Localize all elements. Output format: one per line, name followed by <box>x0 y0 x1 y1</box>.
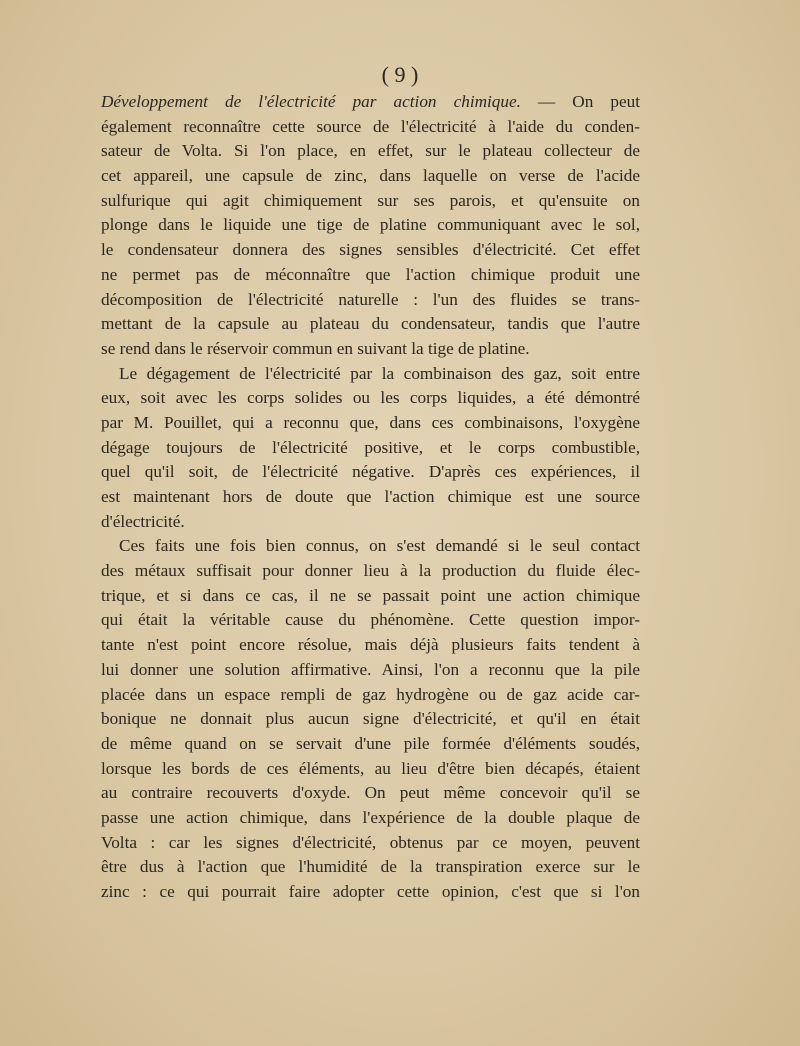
text-line: passe une action chimique, dans l'expérience de la double plaque de <box>101 807 640 827</box>
page-number: ( 9 ) <box>381 62 419 87</box>
text-line: cet appareil, une capsule de zinc, dans laquelle on verse de l'acide <box>101 166 640 186</box>
section-heading-title: Développement de l'électricité par action chimique. <box>101 92 521 111</box>
text-line: se rend dans le réservoir commun en suivant la tige de platine. <box>101 338 530 358</box>
text-line: zinc : ce qui pourrait faire adopter cette opinion, c'est que si l'on <box>101 882 640 901</box>
text-line: eux, soit avec les corps solides ou les corps liquides, a été démontré <box>101 388 640 408</box>
text-line: au contraire recouverts d'oxyde. On peut même concevoir qu'il se <box>101 783 640 803</box>
text-line: tante n'est point encore résolue, mais déjà plusieurs faits tendent à <box>101 635 640 655</box>
text-line: lorsque les bords de ces éléments, au lieu d'être bien décapés, étaient <box>101 758 640 778</box>
text-line: d'électricité. <box>101 511 185 531</box>
text-line: ne permet pas de méconnaître que l'action chimique produit une <box>101 264 640 284</box>
text-line: le condensateur donnera des signes sensibles d'électricité. Cet effet <box>101 240 640 260</box>
text-line: mettant de la capsule au plateau du condensateur, tandis que l'autre <box>101 314 640 334</box>
body-text <box>101 90 640 905</box>
text-line: de même quand on se servait d'une pile formée d'éléments soudés, <box>101 733 640 753</box>
text-line: bonique ne donnait plus aucun signe d'électricité, et qu'il en était <box>101 709 640 729</box>
text-lines <box>101 115 640 905</box>
section-heading-line <box>101 90 640 115</box>
text-line: également reconnaître cette source de l'électricité à l'aide du conden- <box>101 116 640 136</box>
text-line: des métaux suffisait pour donner lieu à la production du fluide élec- <box>101 561 640 581</box>
text-line: qui était la véritable cause du phénomène. Cette question impor- <box>101 610 640 630</box>
section-heading-rest: — On peut <box>520 92 640 111</box>
text-line: dégage toujours de l'électricité positive, et le corps combustible, <box>101 437 640 457</box>
text-line: est maintenant hors de doute que l'action chimique est une source <box>101 487 640 506</box>
text-line: sulfurique qui agit chimiquement sur ses parois, et qu'ensuite on <box>101 190 640 210</box>
text-line: décomposition de l'électricité naturelle : l'un des fluides se trans- <box>101 289 640 309</box>
text-line: trique, et si dans ce cas, il ne se passait point une action chimique <box>101 585 640 605</box>
text-line: plonge dans le liquide une tige de platine communiquant avec le sol, <box>101 215 640 235</box>
text-line: placée dans un espace rempli de gaz hydrogène ou de gaz acide car- <box>101 684 640 704</box>
text-line: Le dégagement de l'électricité par la combinaison des gaz, soit entre <box>119 363 640 383</box>
text-line: par M. Pouillet, qui a reconnu que, dans ces combinaisons, l'oxygène <box>101 412 640 432</box>
text-line: quel qu'il soit, de l'électricité négative. D'après ces expériences, il <box>101 462 640 482</box>
text-line: lui donner une solution affirmative. Ainsi, l'on a reconnu que la pile <box>101 659 640 679</box>
text-line: être dus à l'action que l'humidité de la transpiration exerce sur le <box>101 857 640 877</box>
text-line: sateur de Volta. Si l'on place, en effet, sur le plateau collecteur de <box>101 141 640 161</box>
text-line: Volta : car les signes d'électricité, obtenus par ce moyen, peuvent <box>101 832 640 852</box>
text-line: Ces faits une fois bien connus, on s'est demandé si le seul contact <box>119 536 640 556</box>
